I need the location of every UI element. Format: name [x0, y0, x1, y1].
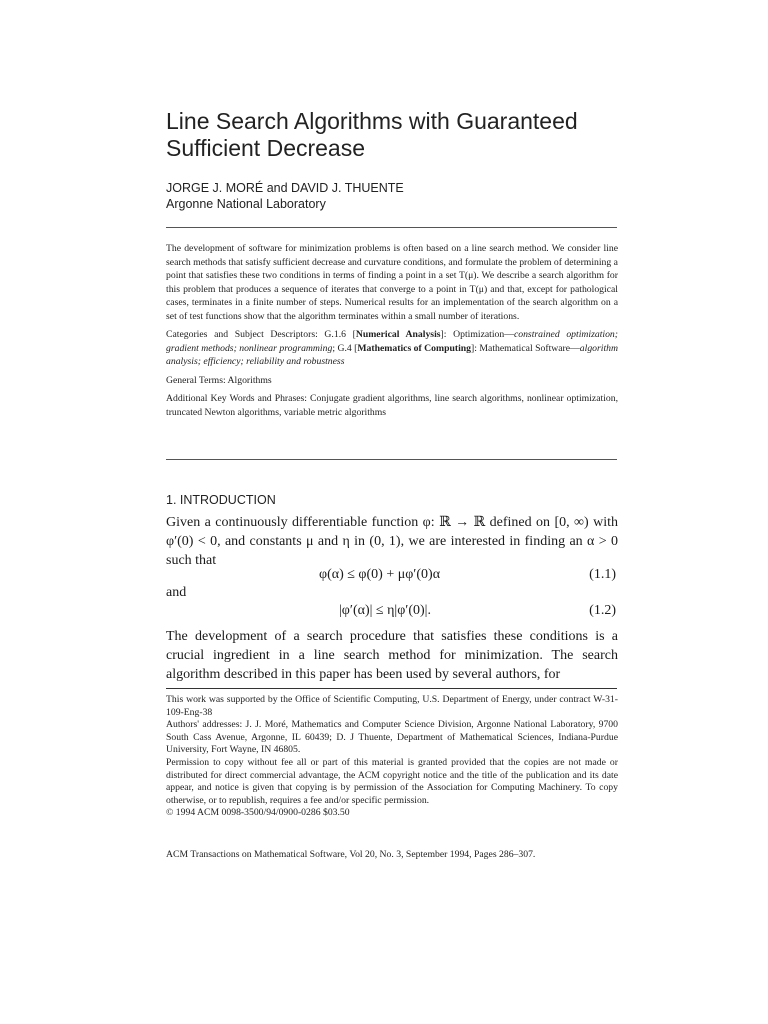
- intro-paragraph-1: [166, 513, 618, 570]
- key-words: Additional Key Words and Phrases: Conjugate gradient algorithms, line search algorithms, nonlinear optimization, truncated Newton algorithms, variable metric algorithms: [166, 393, 618, 418]
- connective-and: and: [166, 585, 187, 600]
- paper-title-line-2: Sufficient Decrease: [166, 135, 366, 161]
- intro-paragraph-1-text: Given a continuously differentiable function φ: ℝ → ℝ defined on [0, ∞) with φ′(0) < 0, and constants μ and η in (0, 1), we are interested in finding an α > 0 such that: [166, 515, 618, 568]
- footnote-support: This work was supported by the Office of Scientific Computing, U.S. Department of Energy, under contract W-31-109-Eng-38: [166, 694, 618, 718]
- footnotes-block: [166, 694, 618, 820]
- categories-after-ms: ]: Mathematical Software—: [471, 342, 580, 354]
- section-heading: 1. INTRODUCTION: [166, 493, 276, 507]
- equation-1-2-expression: |φ′(α)| ≤ η|φ′(0)|.: [339, 603, 431, 618]
- categories-math-computing: Mathematics of Computing: [357, 342, 472, 354]
- footnote-rule: [166, 688, 617, 689]
- intro-paragraph-2: [166, 627, 618, 684]
- categories-after-na: ]: Optimization—: [440, 329, 514, 340]
- footnote-permission: Permission to copy without fee all or part of this material is granted provided that the copies are not made or distributed for direct commercial advantage, the ACM copyright notice and the title of the publication and its date appear, and notice is given that copying is by permission of the Association for Computing Machinery. To copy otherwise, or to republish, requires a fee and/or specific permission.: [166, 756, 618, 806]
- intro-paragraph-2-text: The development of a search procedure that satisfies these conditions is a crucial ingredient in a line search method for minimization. The search algorithm described in this paper has been used by several authors, for: [166, 629, 618, 682]
- footnote-copyright: © 1994 ACM 0098-3500/94/0900-0286 $03.50: [166, 807, 350, 819]
- paper-title: [166, 108, 636, 162]
- categories-g4: ; G.4 [: [332, 342, 358, 354]
- footnote-addresses: Authors' addresses: J. J. Moré, Mathematics and Computer Science Division, Argonne National Laboratory, 9700 South Cass Avenue, Argonne, IL 60439; D. J Thuente, Department of Mathematical Sciences, Indiana-Purdue University, Fort Wayne, IN 46805.: [166, 719, 618, 756]
- equation-1-2-number: (1.2): [589, 603, 616, 618]
- author-affiliation: Argonne National Laboratory: [166, 197, 326, 211]
- equation-1-1: [166, 565, 618, 585]
- equation-1-1-number: (1.1): [589, 567, 616, 582]
- abstract-text: The development of software for minimization problems is often based on a line search method. We consider line search methods that satisfy sufficient decrease and curvature conditions, and formulate the problem of determining a point that satisfies these two conditions in terms of finding a point in a set T(μ). We describe a search algorithm for this problem that produces a sequence of iterates that converge to a point in T(μ) and that, except for pathological cases, terminates in a finite number of steps. Numerical results for an implementation of the search algorithm on a set of test functions show that the algorithm terminates within a small number of iterations.: [166, 243, 618, 322]
- author-names: JORGE J. MORÉ and DAVID J. THUENTE: [166, 181, 404, 195]
- paper-title-line-1: Line Search Algorithms with Guaranteed: [166, 108, 578, 134]
- equation-1-2: [166, 601, 618, 621]
- equation-1-1-expression: φ(α) ≤ φ(0) + μφ′(0)α: [319, 567, 441, 582]
- categories-constrained: constrained optimization; gradient methods; nonlinear programming: [166, 329, 618, 354]
- abstract-block: [166, 242, 618, 419]
- categories-lead: Categories and Subject Descriptors: G.1.6 [: [166, 329, 356, 340]
- abstract-top-rule: [166, 227, 617, 228]
- abstract-bottom-rule: [166, 459, 617, 460]
- journal-citation: ACM Transactions on Mathematical Software, Vol 20, No. 3, September 1994, Pages 286–307.: [166, 849, 536, 860]
- categories-analysis: algorithm analysis; efficiency; reliability and robustness: [166, 342, 618, 367]
- general-terms: General Terms: Algorithms: [166, 374, 272, 386]
- categories-numerical-analysis: Numerical Analysis: [355, 329, 441, 340]
- categories-descriptors: [166, 328, 618, 369]
